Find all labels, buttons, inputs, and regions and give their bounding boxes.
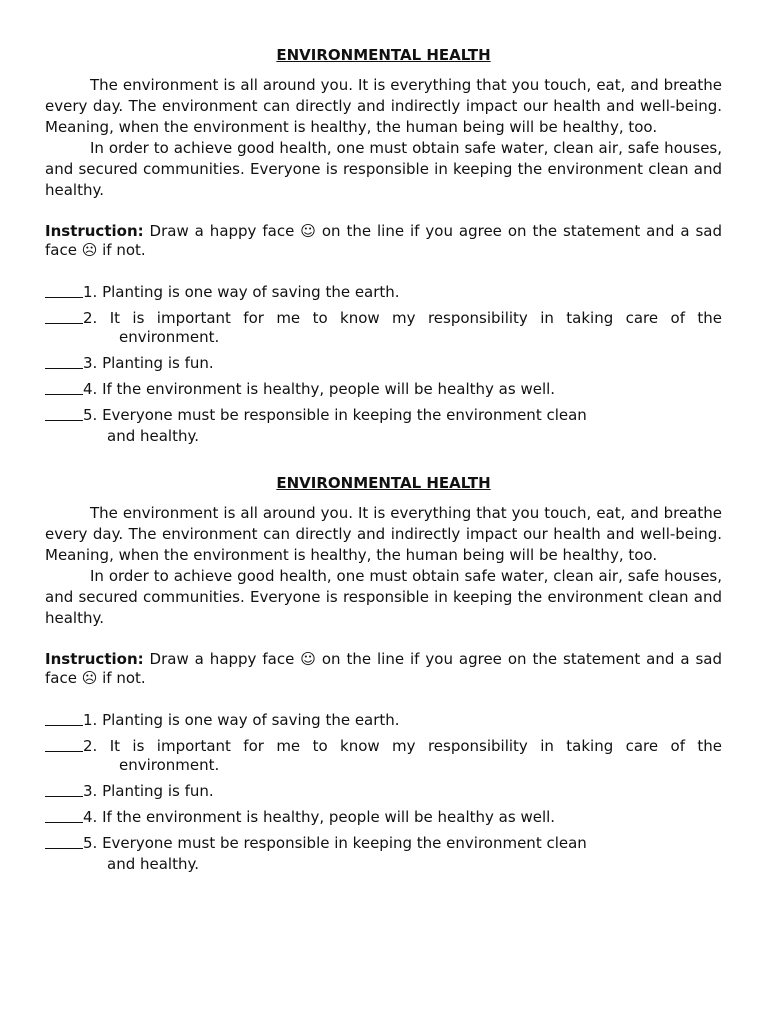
instruction-label: Instruction:	[45, 222, 144, 240]
item-number: 5.	[83, 406, 98, 424]
answer-line[interactable]	[45, 380, 83, 395]
item-number: 4.	[83, 380, 98, 398]
worksheet-copy-1	[45, 45, 722, 453]
answer-line[interactable]	[45, 808, 83, 823]
answer-line[interactable]	[45, 737, 83, 752]
instruction-text: Draw a happy face ☺ on the line if you agree on the statement and a sad face ☹ if not.	[45, 650, 722, 687]
item-text: Planting is one way of saving the earth.	[97, 283, 400, 301]
item-text: Planting is one way of saving the earth.	[97, 711, 400, 729]
intro-paragraph-2: In order to achieve good health, one must obtain safe water, clean air, safe houses, and secured communities. Everyone is responsible in keeping the environment clean and healthy.	[45, 567, 722, 627]
page-title: ENVIRONMENTAL HEALTH	[276, 474, 491, 492]
statement-item	[45, 380, 722, 399]
item-number: 3.	[83, 782, 98, 800]
item-text: It is important for me to know my responsibility in taking care of the	[97, 737, 722, 755]
item-text: Planting is fun.	[97, 354, 214, 372]
statement-item	[45, 834, 722, 853]
statement-item	[45, 354, 722, 373]
instruction-text: Draw a happy face ☺ on the line if you agree on the statement and a sad face ☹ if not.	[45, 222, 722, 259]
intro-paragraph-2: In order to achieve good health, one must obtain safe water, clean air, safe houses, and secured communities. Everyone is responsible in keeping the environment clean and healthy.	[45, 139, 722, 199]
item-text-continued: environment.	[119, 328, 220, 346]
statement-item-continued	[45, 427, 722, 446]
intro-paragraph-1: The environment is all around you. It is everything that you touch, eat, and breathe every day. The environment can directly and indirectly impact our health and well-being. Meaning, when the environment is healthy, the human being will be healthy, too.	[45, 504, 722, 564]
answer-line[interactable]	[45, 283, 83, 298]
answer-line[interactable]	[45, 834, 83, 849]
item-number: 1.	[83, 283, 98, 301]
answer-line[interactable]	[45, 406, 83, 421]
statement-list	[45, 283, 722, 446]
item-text: If the environment is healthy, people will be healthy as well.	[97, 380, 556, 398]
item-text: Planting is fun.	[97, 782, 214, 800]
statement-item	[45, 808, 722, 827]
answer-line[interactable]	[45, 309, 83, 324]
statement-item-continued	[45, 756, 722, 775]
statement-item	[45, 283, 722, 302]
statement-item	[45, 737, 722, 756]
statement-list	[45, 711, 722, 874]
item-number: 1.	[83, 711, 98, 729]
item-number: 2.	[83, 737, 98, 755]
item-number: 5.	[83, 834, 98, 852]
item-text-continued: environment.	[119, 756, 220, 774]
statement-item	[45, 711, 722, 730]
statement-item	[45, 782, 722, 801]
item-text: Everyone must be responsible in keeping the environment clean	[97, 406, 587, 424]
instruction	[45, 650, 722, 688]
item-text-continued: and healthy.	[107, 427, 199, 445]
item-text: Everyone must be responsible in keeping the environment clean	[97, 834, 587, 852]
item-text: If the environment is healthy, people will be healthy as well.	[97, 808, 556, 826]
statement-item	[45, 309, 722, 328]
instruction-label: Instruction:	[45, 650, 144, 668]
item-number: 4.	[83, 808, 98, 826]
statement-item-continued	[45, 855, 722, 874]
page-title: ENVIRONMENTAL HEALTH	[276, 46, 491, 64]
item-text: It is important for me to know my responsibility in taking care of the	[97, 309, 722, 327]
statement-item-continued	[45, 328, 722, 347]
item-number: 3.	[83, 354, 98, 372]
worksheet-copy-2	[45, 473, 722, 881]
answer-line[interactable]	[45, 711, 83, 726]
answer-line[interactable]	[45, 782, 83, 797]
answer-line[interactable]	[45, 354, 83, 369]
statement-item	[45, 406, 722, 425]
item-number: 2.	[83, 309, 98, 327]
intro-paragraph-1: The environment is all around you. It is everything that you touch, eat, and breathe every day. The environment can directly and indirectly impact our health and well-being. Meaning, when the environment is healthy, the human being will be healthy, too.	[45, 76, 722, 136]
instruction	[45, 222, 722, 260]
item-text-continued: and healthy.	[107, 855, 199, 873]
